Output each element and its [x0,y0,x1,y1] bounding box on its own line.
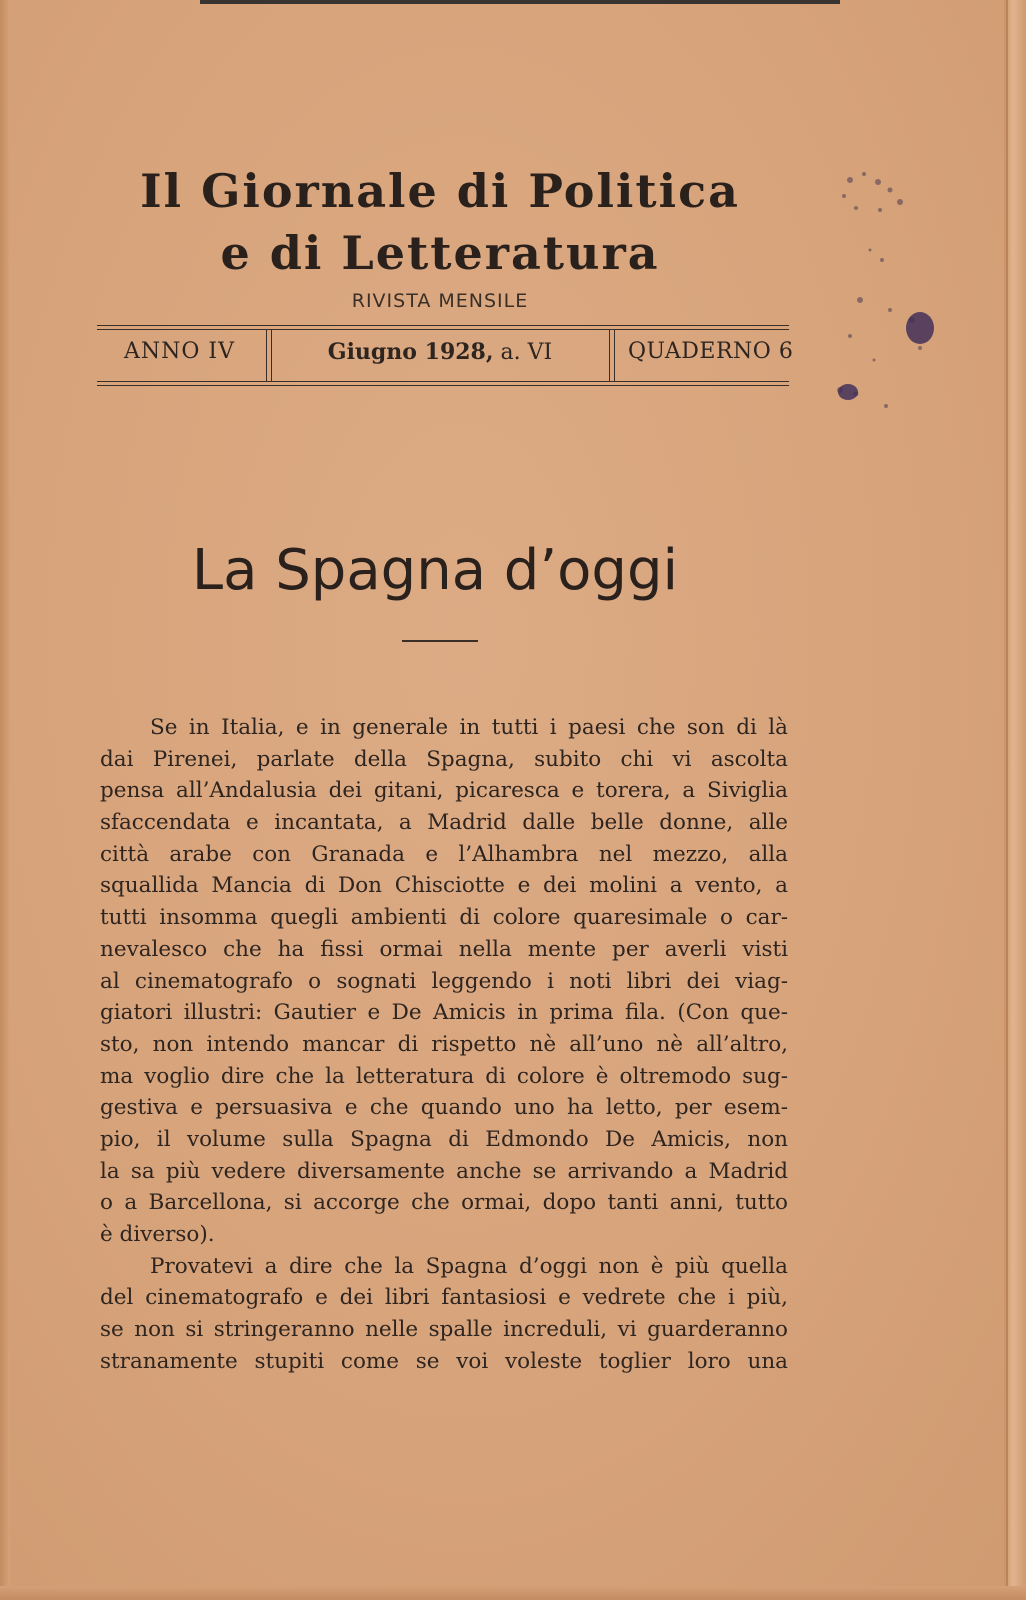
article-body [100,712,788,1377]
issue-box-top-rule [97,325,789,326]
masthead-title-line2: e di Letteratura [220,226,660,280]
issue-box-divider [266,329,272,381]
body-line: pensa all’Andalusia dei gitani, picaresca e torera, a Siviglia [100,778,788,804]
issue-date-era: a. VI [493,340,553,365]
body-line: Se in Italia, e in generale in tutti i paesi che son di là [150,715,788,740]
body-line: gestiva e persuasiva e che quando uno ha letto, per esem- [100,1095,788,1121]
body-line: sto, non intendo mancar di rispetto nè all’uno nè all’altro, [100,1031,788,1057]
issue-box-bottom-rule-inner [97,381,789,382]
masthead-subtitle: RIVISTA MENSILE [351,290,529,312]
left-page-edge [0,0,10,1600]
issue-box-divider [609,329,615,381]
body-line: se non si stringeranno nelle spalle increduli, vi guarderanno [100,1317,788,1343]
body-line: squallida Mancia di Don Chisciotte e dei molini a vento, a [100,873,788,899]
body-line: Provatevi a dire che la Spagna d’oggi non è più quella [150,1253,788,1279]
issue-date [275,339,605,365]
body-line: del cinematografo e dei libri fantasiosi e vedrete che i più, [100,1285,788,1311]
top-edge-shadow [200,0,840,4]
issue-date-month: Giugno 1928, [327,339,494,365]
body-line: pio, il volume sulla Spagna di Edmondo De Amicis, non [100,1126,788,1152]
issue-year: ANNO IV [124,339,235,364]
body-line: ma voglio dire che la letteratura di colore è oltremodo sug- [100,1063,788,1089]
library-stamp-mark [820,160,970,420]
body-line: città arabe con Granada e l’Alhambra nel mezzo, alla [100,841,788,867]
title-separator-rule [402,640,478,642]
body-line: stranamente stupiti come se voi voleste toglier loro una [100,1348,788,1374]
body-line: al cinematografo o sognati leggendo i noti libri dei viag- [100,968,788,994]
article-title: La Spagna d’oggi [191,538,679,603]
body-line: è diverso). [100,1222,215,1247]
issue-box-top-rule-inner [97,329,789,330]
body-line: nevalesco che ha fissi ormai nella mente per averli visti [100,936,788,962]
right-edge-line [1006,0,1008,1600]
issue-number: QUADERNO 6 [628,339,794,364]
masthead-title-line1: Il Giornale di Politica [140,164,740,218]
body-line: dai Pirenei, parlate della Spagna, subito chi vi ascolta [100,746,788,772]
body-line: la sa più vedere diversamente anche se arrivando a Madrid [100,1158,788,1184]
body-line: tutti insomma quegli ambienti di colore quaresimale o car- [100,905,788,931]
bottom-page-edge [0,1586,1026,1600]
body-line: giatori illustri: Gautier e De Amicis in prima fila. (Con que- [100,1000,788,1026]
body-line: sfaccendata e incantata, a Madrid dalle belle donne, alle [100,810,788,836]
body-line: o a Barcellona, si accorge che ormai, dopo tanti anni, tutto [100,1190,788,1216]
issue-box-bottom-rule [97,385,789,386]
